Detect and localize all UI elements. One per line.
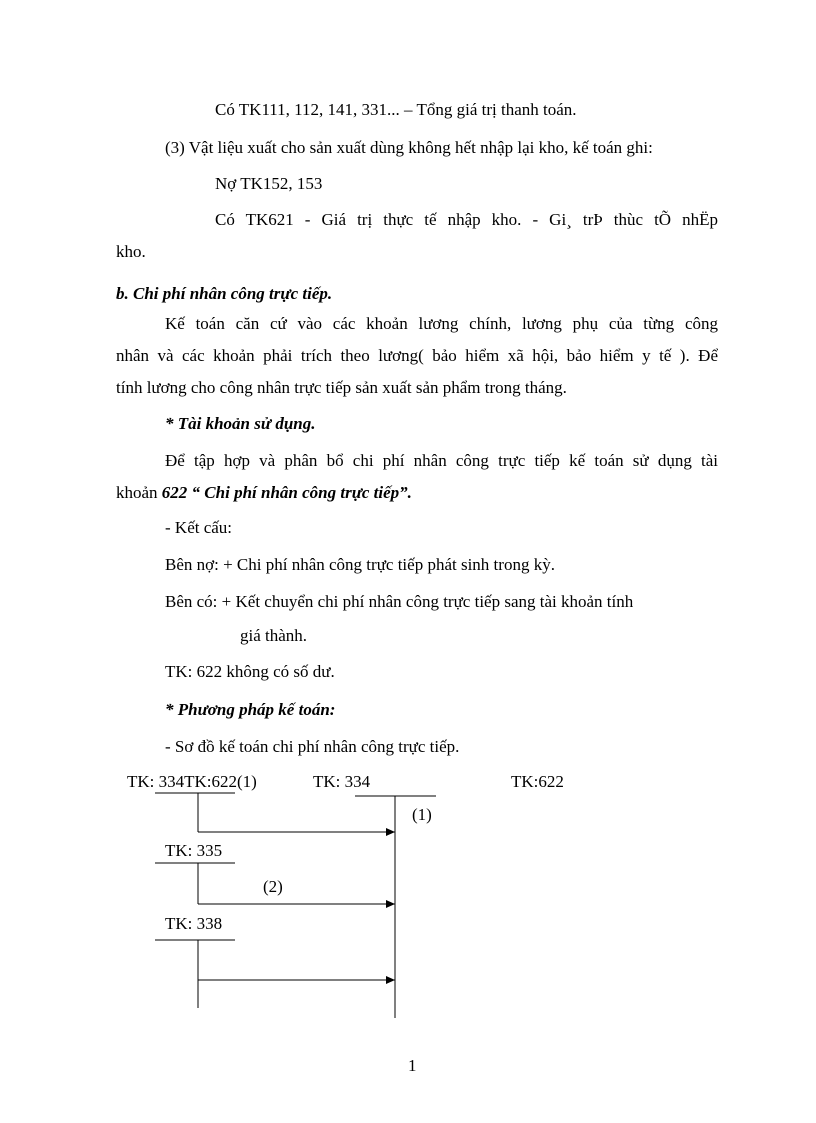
para2-prefix: khoản (116, 483, 162, 502)
credit-side-line2: giá thành. (240, 626, 308, 645)
para2-line1: Để tập hợp và phân bổ chi phí nhân công trực tiếp kế toán sử dụng tài (165, 451, 718, 470)
line-credit-tk621: Có TK621 - Giá trị thực tế nhập kho. - Gi¸ trÞ thùc tÕ nhËp (215, 210, 718, 229)
para1-line1: Kế toán căn cứ vào các khoản lương chính, lương phụ của từng công (165, 314, 718, 333)
diagram-label-tk622: TK:622 (511, 772, 564, 791)
diagram-label-top-left: TK: 334TK:622(1) (127, 772, 257, 791)
arrow1-label: (1) (412, 805, 432, 824)
para1-line3: tính lương cho công nhân trực tiếp sản xuất sản phẩm trong tháng. (116, 378, 567, 397)
diagram-label-tk338: TK: 338 (165, 914, 223, 933)
subhead-account: * Tài khoản sử dụng. (165, 414, 316, 433)
line-credit-payment: Có TK111, 112, 141, 331... – Tổng giá trị thanh toán. (215, 100, 577, 119)
subhead-method: * Phương pháp kế toán: (165, 700, 336, 719)
diagram-label-tk335: TK: 335 (165, 841, 223, 860)
line-kho: kho. (116, 242, 146, 261)
debit-side: Bên nợ: + Chi phí nhân công trực tiếp phát sinh trong kỳ. (165, 555, 555, 574)
credit-side-line1: Bên có: + Kết chuyển chi phí nhân công trực tiếp sang tài khoản tính (165, 592, 634, 611)
structure-label: - Kết cấu: (165, 518, 233, 537)
arrow2-label: (2) (263, 877, 283, 896)
page-number: 1 (408, 1056, 417, 1075)
line-item-3: (3) Vật liệu xuất cho sản xuất dùng không hết nhập lại kho, kế toán ghi: (165, 138, 653, 157)
diagram-caption: - Sơ đồ kế toán chi phí nhân công trực tiếp. (165, 737, 460, 756)
para1-line2: nhân và các khoản phải trích theo lương( bảo hiểm xã hội, bảo hiểm y tế ). Để (116, 346, 718, 365)
line-debit-tk152: Nợ TK152, 153 (215, 174, 323, 193)
diagram-label-tk334: TK: 334 (313, 772, 371, 791)
no-balance: TK: 622 không có số dư. (165, 662, 335, 681)
heading-b: b. Chi phí nhân công trực tiếp. (116, 284, 333, 303)
account-622-title: 622 “ Chi phí nhân công trực tiếp”. (161, 483, 412, 502)
